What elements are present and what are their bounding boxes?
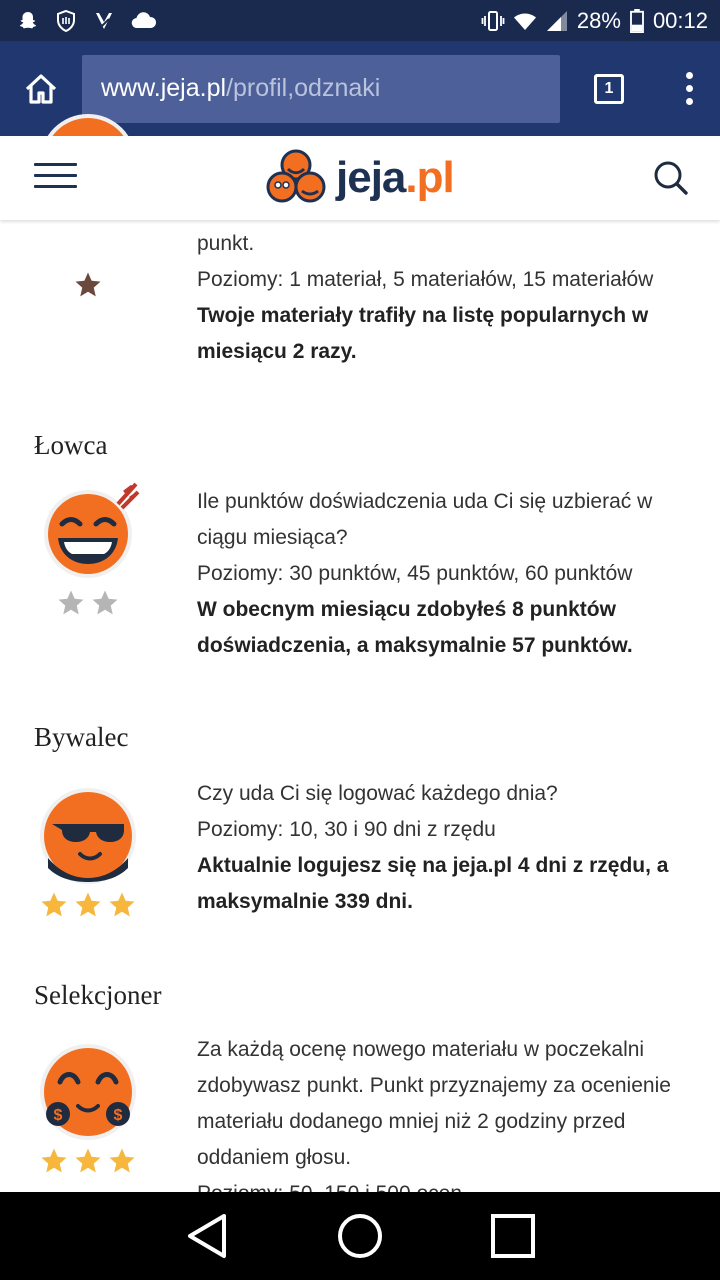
logo-suffix: .pl bbox=[405, 153, 454, 202]
star-rating bbox=[38, 890, 138, 920]
badge-description bbox=[197, 1032, 703, 1212]
logo-text: jeja bbox=[336, 153, 406, 202]
home-icon bbox=[24, 73, 58, 105]
tabs-button[interactable] bbox=[560, 41, 658, 136]
badge-progress: W obecnym miesiącu zdobyłeś 8 punktów doświadczenia, a maksymalnie 57 punktów. bbox=[197, 598, 633, 657]
vibrate-icon bbox=[481, 9, 505, 33]
badge-line: Poziomy: 30 punktów, 45 punktów, 60 punktów bbox=[197, 562, 633, 585]
menu-line-icon bbox=[34, 174, 77, 177]
badge-title: Łowca bbox=[34, 430, 108, 460]
badge-description bbox=[197, 226, 703, 370]
badge-progress: Twoje materiały trafiły na listę popularnych w miesiącu 2 razy. bbox=[197, 304, 649, 363]
system-navigation-bar bbox=[0, 1192, 720, 1280]
money-mascot-icon bbox=[38, 1042, 138, 1142]
badge-line: Czy uda Ci się logować każdego dnia? bbox=[197, 782, 558, 805]
notification-icons bbox=[16, 9, 158, 33]
star-rating bbox=[38, 1146, 138, 1176]
home-circle-icon bbox=[336, 1212, 384, 1260]
svg-text:$: $ bbox=[113, 1107, 123, 1124]
clock: 00:12 bbox=[652, 7, 708, 33]
badge-description bbox=[197, 776, 703, 920]
back-triangle-icon bbox=[184, 1212, 230, 1260]
star-icon bbox=[73, 890, 103, 920]
check-badge-icon bbox=[92, 9, 116, 33]
star-icon bbox=[39, 890, 69, 920]
address-bar[interactable] bbox=[82, 55, 560, 123]
dot-icon bbox=[686, 72, 693, 79]
overflow-menu-button[interactable] bbox=[658, 41, 720, 136]
hamburger-menu-button[interactable] bbox=[34, 163, 77, 193]
badge-line: Ile punktów doświadczenia uda Ci się uzbierać w ciągu miesiąca? bbox=[197, 490, 653, 549]
site-header bbox=[0, 136, 720, 220]
badge-title: Selekcjoner bbox=[34, 980, 162, 1010]
star-icon bbox=[56, 588, 86, 618]
star-icon bbox=[107, 1146, 137, 1176]
battery-icon bbox=[629, 9, 645, 33]
menu-line-icon bbox=[34, 163, 77, 166]
sunglasses-mascot-icon bbox=[38, 786, 138, 886]
menu-line-icon bbox=[34, 185, 77, 188]
home-nav-button[interactable] bbox=[330, 1206, 390, 1266]
badge-progress: Aktualnie logujesz się na jeja.pl 4 dni z rzędu, a maksymalnie 339 dni. bbox=[197, 854, 669, 913]
star-rating bbox=[38, 588, 138, 618]
wifi-icon bbox=[513, 9, 537, 33]
search-icon[interactable] bbox=[652, 159, 690, 197]
recents-button[interactable] bbox=[483, 1206, 543, 1266]
system-status bbox=[481, 8, 708, 34]
status-bar bbox=[0, 0, 720, 41]
signal-icon bbox=[545, 9, 569, 33]
badge-line: Poziomy: 1 materiał, 5 materiałów, 15 materiałów bbox=[197, 268, 654, 291]
badge-line: punkt. bbox=[197, 232, 255, 255]
laughing-mascot-icon bbox=[38, 474, 138, 574]
snapchat-icon bbox=[16, 9, 40, 33]
shield-icon bbox=[54, 9, 78, 33]
logo-mascots-icon bbox=[266, 149, 330, 207]
star-icon bbox=[90, 588, 120, 618]
tab-count: 1 bbox=[594, 74, 624, 104]
cloud-icon bbox=[130, 9, 158, 33]
page-content bbox=[0, 136, 720, 1192]
star-icon bbox=[73, 1146, 103, 1176]
badge-line: Za każdą ocenę nowego materiału w poczekalni zdobywasz punkt. Punkt przyznajemy za ocenienie materiału dodanego mniej niż 2 godziny przed oddaniem głosu. bbox=[197, 1038, 671, 1169]
url-host: www.jeja.pl bbox=[101, 74, 227, 102]
star-icon bbox=[107, 890, 137, 920]
badge-title: Bywalec bbox=[34, 722, 129, 752]
svg-text:$: $ bbox=[53, 1107, 63, 1124]
star-icon bbox=[73, 270, 103, 300]
dot-icon bbox=[686, 85, 693, 92]
battery-percent: 28% bbox=[576, 7, 621, 33]
star-rating bbox=[38, 270, 138, 300]
badge-description bbox=[197, 484, 703, 664]
star-icon bbox=[39, 1146, 69, 1176]
recents-square-icon bbox=[489, 1212, 537, 1260]
dot-icon bbox=[686, 98, 693, 105]
badge-line: Poziomy: 10, 30 i 90 dni z rzędu bbox=[197, 818, 496, 841]
url-path: /profil,odznaki bbox=[226, 74, 381, 102]
back-button[interactable] bbox=[177, 1206, 237, 1266]
site-logo[interactable] bbox=[266, 148, 454, 208]
